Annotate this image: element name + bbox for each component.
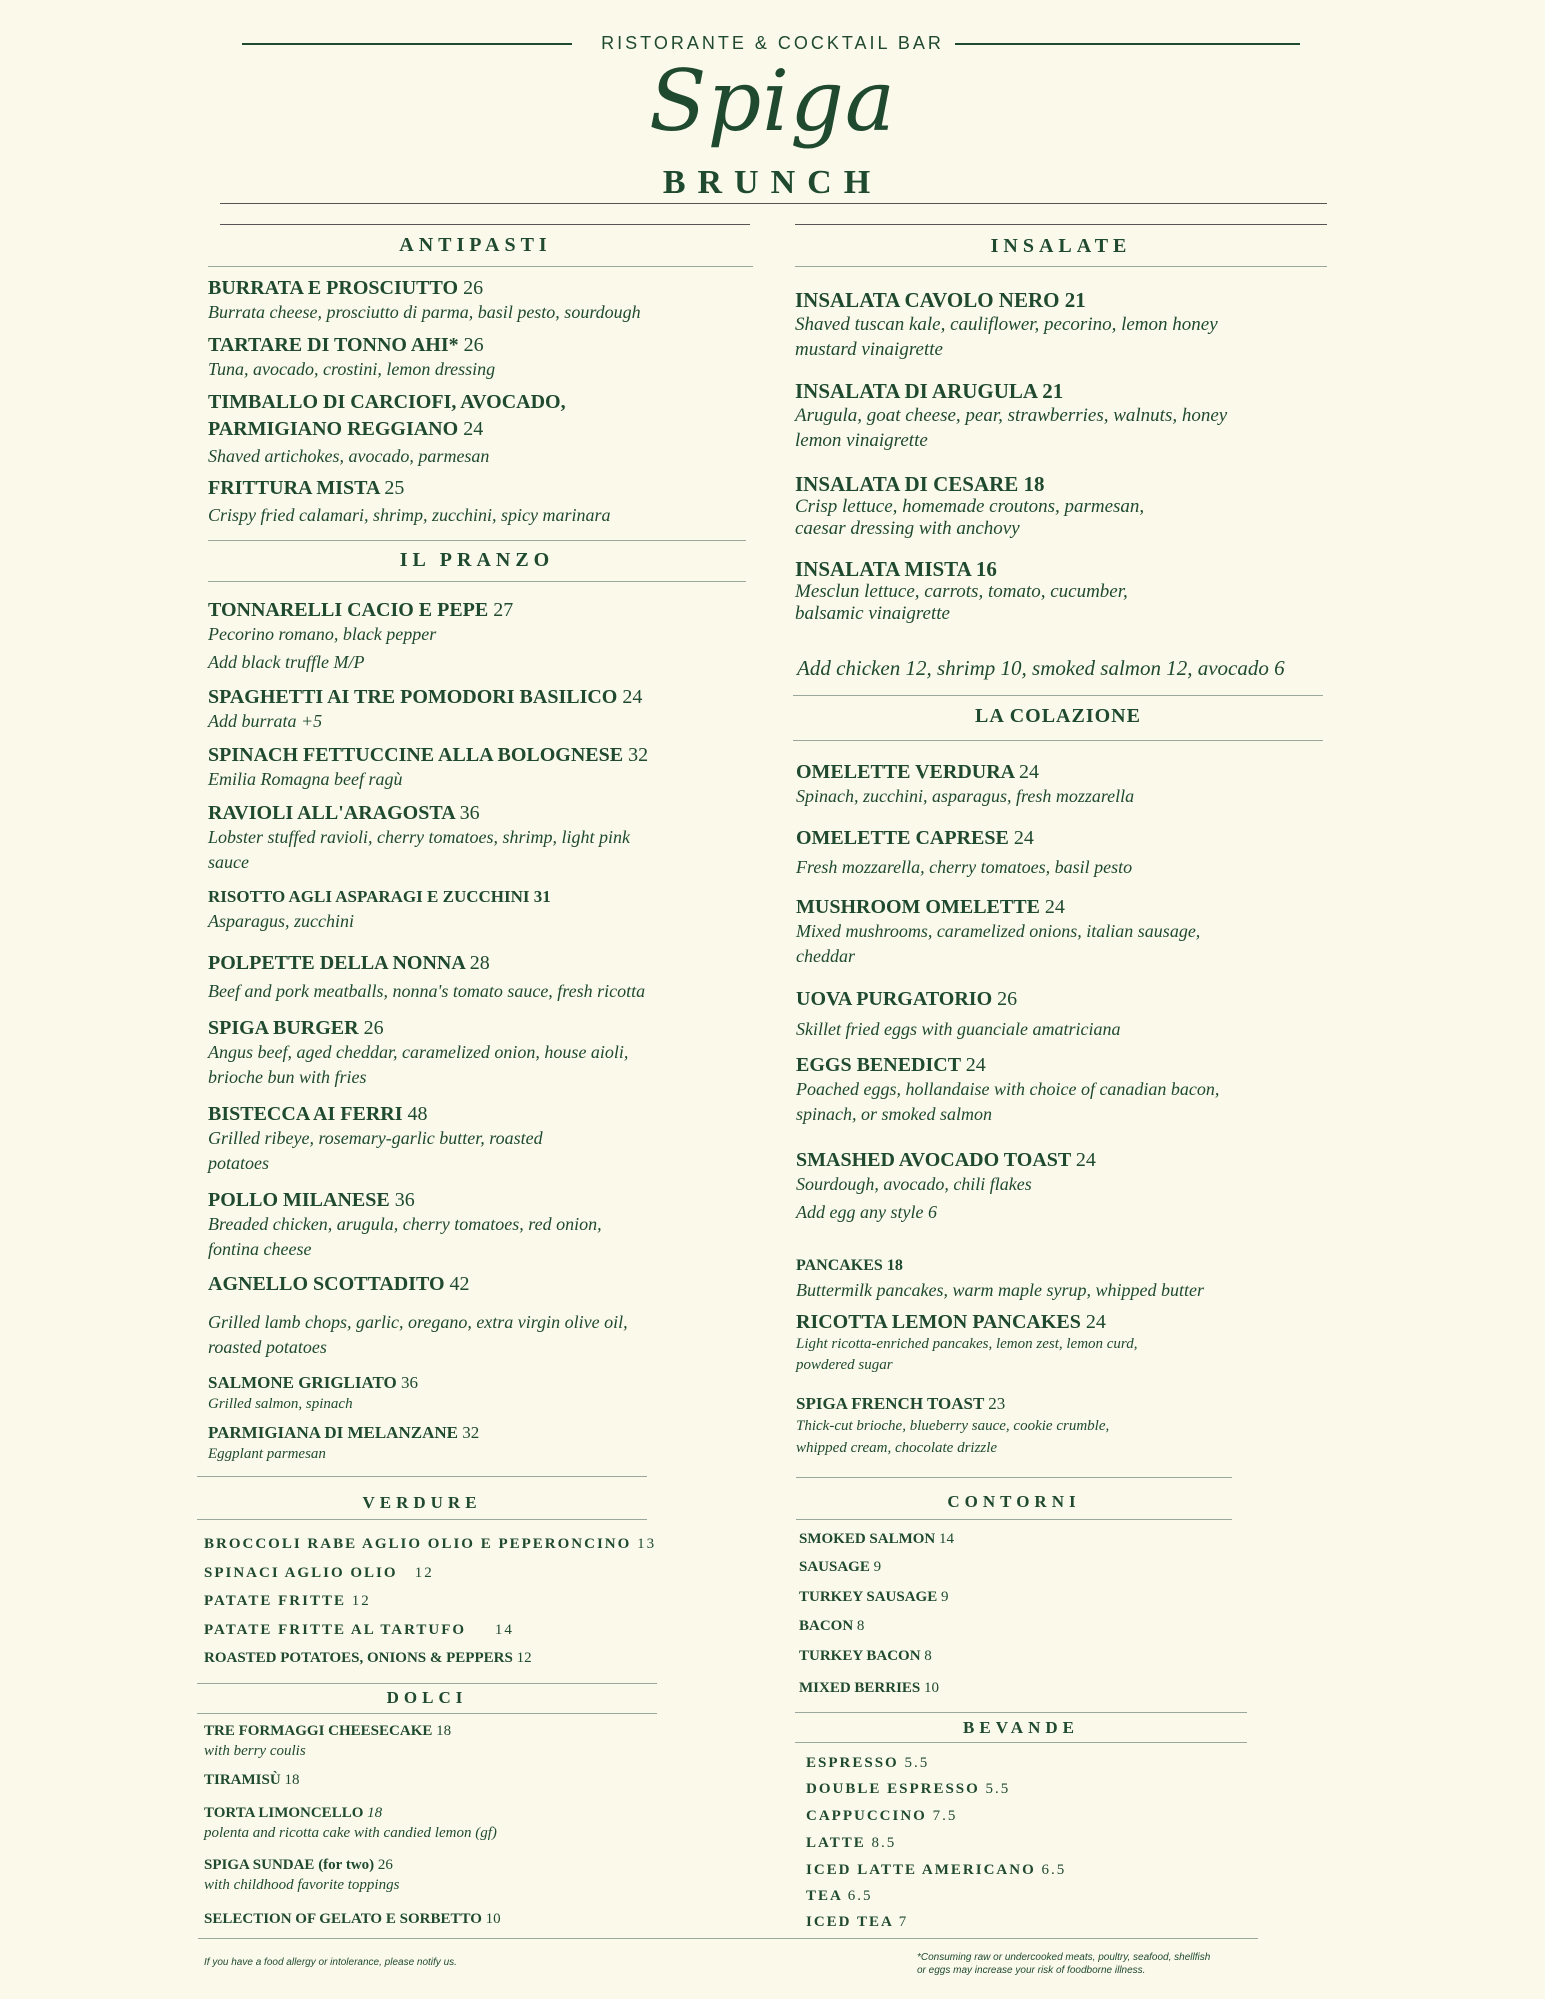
pranzo-item: PARMIGIANA DI MELANZANE 32 Eggplant parmesan (208, 1423, 480, 1462)
contorni-item: MIXED BERRIES 10 (799, 1680, 940, 1696)
verdure-rule-top (197, 1476, 647, 1477)
allergy-notice: If you have a food allergy or intolerance, please notify us. (204, 1957, 457, 1968)
pranzo-item: SALMONE GRIGLIATO 36 Grilled salmon, spinach (208, 1373, 419, 1412)
antipasti-rule-top (220, 224, 750, 225)
bevande-heading: BEVANDE (963, 1718, 1079, 1737)
verdure-rule-bottom (197, 1519, 647, 1520)
insalate-item: INSALATA DI ARUGULA 21 Arugula, goat cheese, pear, strawberries, walnuts, honey lemon vinaigrette (795, 379, 1228, 451)
pranzo-item: SPIGA BURGER 26 Angus beef, aged cheddar, caramelized onion, house aioli, brioche bun with fries (208, 1017, 629, 1087)
verdure-heading: VERDURE (362, 1493, 482, 1512)
contorni-item: BACON 8 (799, 1618, 865, 1634)
bevande-item: CAPPUCCINO 7.5 (806, 1808, 958, 1824)
menu-title: BRUNCH (662, 164, 883, 201)
dolci-item: TIRAMISÙ 18 (204, 1772, 300, 1788)
colazione-item: MUSHROOM OMELETTE 24 Mixed mushrooms, caramelized onions, italian sausage, cheddar (796, 896, 1201, 966)
contorni-item: TURKEY BACON 8 (799, 1648, 932, 1664)
dolci-rule-bottom (197, 1713, 657, 1714)
antipasti-item: TIMBALLO DI CARCIOFI, AVOCADO, PARMIGIANO REGGIANO 24 Shaved artichokes, avocado, parmesan (208, 391, 566, 466)
verdure-item: ROASTED POTATOES, ONIONS & PEPPERS 12 (204, 1650, 532, 1666)
pranzo-item: SPINACH FETTUCCINE ALLA BOLOGNESE 32 Emilia Romagna beef ragù (208, 744, 649, 789)
footer-rule (198, 1938, 1258, 1939)
spiga-logo: Spiga (648, 52, 897, 150)
antipasti-heading: ANTIPASTI (399, 234, 552, 256)
pranzo-item: SPAGHETTI AI TRE POMODORI BASILICO 24 Add burrata +5 (208, 686, 643, 731)
verdure-item: PATATE FRITTE 12 (204, 1593, 371, 1609)
bevande-item: ESPRESSO 5.5 (806, 1755, 930, 1771)
insalate-rule-top (795, 224, 1327, 225)
colazione-item: UOVA PURGATORIO 26 Skillet fried eggs with guanciale amatriciana (796, 988, 1121, 1039)
bevande-item: LATTE 8.5 (806, 1835, 897, 1851)
insalate-item: INSALATA DI CESARE 18 Crisp lettuce, homemade croutons, parmesan, caesar dressing with anchovy (795, 472, 1145, 539)
verdure-item: PATATE FRITTE AL TARTUFO 14 (204, 1622, 514, 1638)
contorni-rule-bottom (796, 1519, 1232, 1520)
pranzo-item: BISTECCA AI FERRI 48 Grilled ribeye, rosemary-garlic butter, roasted potatoes (208, 1103, 543, 1173)
contorni-rule-top (796, 1477, 1232, 1478)
colazione-rule-bottom (793, 740, 1323, 741)
title-rule (220, 203, 1327, 204)
bevande-item: TEA 6.5 (806, 1888, 873, 1904)
insalate-heading: INSALATE (990, 235, 1132, 257)
bevande-item: ICED TEA 7 (806, 1914, 909, 1930)
colazione-item: EGGS BENEDICT 24 Poached eggs, hollandaise with choice of canadian bacon, spinach, or smoked salmon (796, 1054, 1220, 1124)
antipasti-rule-bottom (208, 266, 753, 267)
verdure-item: SPINACI AGLIO OLIO 12 (204, 1565, 434, 1581)
pranzo-item: AGNELLO SCOTTADITO 42 Grilled lamb chops, garlic, oregano, extra virgin olive oil, roasted potatoes (208, 1273, 628, 1357)
pranzo-heading: IL PRANZO (399, 549, 555, 571)
dolci-item: TORTA LIMONCELLO 18 polenta and ricotta cake with candied lemon (gf) (204, 1805, 497, 1841)
colazione-item: RICOTTA LEMON PANCAKES 24 Light ricotta-enriched pancakes, lemon zest, lemon curd, powdered sugar (796, 1311, 1138, 1373)
colazione-item: PANCAKES 18 Buttermilk pancakes, warm maple syrup, whipped butter (796, 1257, 1204, 1300)
pranzo-item: POLPETTE DELLA NONNA 28 Beef and pork meatballs, nonna's tomato sauce, fresh ricotta (208, 952, 646, 1001)
colazione-item: OMELETTE VERDURA 24 Spinach, zucchini, asparagus, fresh mozzarella (796, 761, 1135, 806)
foodborne-warning: *Consuming raw or undercooked meats, poultry, seafood, shellfish or eggs may increase your risk of foodborne illness. (917, 1952, 1211, 1976)
contorni-item: SMOKED SALMON 14 (799, 1531, 955, 1547)
pranzo-rule-top (208, 540, 746, 541)
dolci-rule-top (197, 1683, 657, 1684)
colazione-item: SMASHED AVOCADO TOAST 24 Sourdough, avocado, chili flakes Add egg any style 6 (796, 1149, 1096, 1222)
colazione-rule-top (793, 695, 1323, 696)
pranzo-rule-bottom (208, 581, 746, 582)
bevande-rule-top (795, 1712, 1247, 1713)
contorni-heading: CONTORNI (947, 1492, 1081, 1511)
bevande-item: ICED LATTE AMERICANO 6.5 (806, 1862, 1067, 1878)
antipasti-item: TARTARE DI TONNO AHI* 26 Tuna, avocado, crostini, lemon dressing (208, 334, 496, 379)
dolci-item: SELECTION OF GELATO E SORBETTO 10 (204, 1911, 501, 1927)
contorni-item: SAUSAGE 9 (799, 1559, 882, 1575)
antipasti-item: BURRATA E PROSCIUTTO 26 Burrata cheese, prosciutto di parma, basil pesto, sourdough (208, 277, 641, 322)
colazione-heading: LA COLAZIONE (975, 705, 1141, 727)
pranzo-item: POLLO MILANESE 36 Breaded chicken, arugula, cherry tomatoes, red onion, fontina cheese (208, 1189, 602, 1259)
colazione-item: OMELETTE CAPRESE 24 Fresh mozzarella, cherry tomatoes, basil pesto (796, 827, 1133, 877)
bevande-rule-bottom (795, 1742, 1247, 1743)
restaurant-subtitle: RISTORANTE & COCKTAIL BAR (601, 33, 944, 53)
pranzo-item: RISOTTO AGLI ASPARAGI E ZUCCHINI 31 Asparagus, zucchini (208, 887, 551, 931)
pranzo-item: RAVIOLI ALL'ARAGOSTA 36 Lobster stuffed ravioli, cherry tomatoes, shrimp, light pink sauce (208, 802, 630, 872)
insalate-item: INSALATA MISTA 16 Mesclun lettuce, carrots, tomato, cucumber, balsamic vinaigrette (795, 557, 1128, 624)
dolci-item: SPIGA SUNDAE (for two) 26 with childhood favorite toppings (204, 1857, 400, 1893)
antipasti-item: FRITTURA MISTA 25 Crispy fried calamari, shrimp, zucchini, spicy marinara (208, 477, 611, 525)
dolci-item: TRE FORMAGGI CHEESECAKE 18 with berry coulis (204, 1723, 452, 1759)
dolci-heading: DOLCI (386, 1688, 468, 1707)
insalate-addon: Add chicken 12, shrimp 10, smoked salmon 12, avocado 6 (797, 656, 1285, 680)
pranzo-item: TONNARELLI CACIO E PEPE 27 Pecorino romano, black pepper Add black truffle M/P (208, 599, 514, 672)
verdure-item: BROCCOLI RABE AGLIO OLIO E PEPERONCINO 13 (204, 1536, 657, 1552)
colazione-item: SPIGA FRENCH TOAST 23 Thick-cut brioche, blueberry sauce, cookie crumble, whipped cream, chocolate drizzle (796, 1394, 1110, 1456)
insalate-rule-bottom (795, 266, 1327, 267)
contorni-item: TURKEY SAUSAGE 9 (799, 1589, 949, 1605)
insalate-item: INSALATA CAVOLO NERO 21 Shaved tuscan kale, cauliflower, pecorino, lemon honey mustard vinaigrette (795, 288, 1218, 360)
bevande-item: DOUBLE ESPRESSO 5.5 (806, 1781, 1011, 1797)
